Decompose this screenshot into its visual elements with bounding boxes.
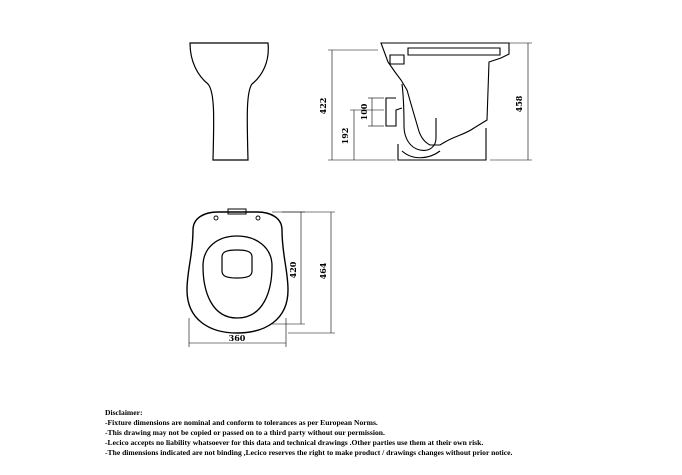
dim-total-height: 458 <box>514 95 524 113</box>
dim-bowl-width: 360 <box>228 333 246 343</box>
front-view <box>190 43 268 160</box>
disclaimer-heading: Disclaimer: <box>105 408 143 417</box>
disclaimer-line: -The dimensions indicated are not binding ,Lecico reserves the right to make product / drawings changes without prior notice. <box>105 447 513 457</box>
disclaimer-line: -Lecico accepts no liability whatsoever for this data and technical drawings .Other parties use them at their own risk. <box>105 437 484 447</box>
disclaimer-line: -Fixture dimensions are nominal and conform to tolerances as per European Norms. <box>105 417 378 427</box>
dim-outlet-height: 192 <box>340 127 350 145</box>
plan-view <box>187 209 288 333</box>
disclaimer-block <box>105 408 675 458</box>
dimension-lines <box>189 43 532 347</box>
dim-bowl-length-total: 464 <box>318 262 328 280</box>
dim-overall-height: 422 <box>318 97 328 115</box>
disclaimer-line: -This drawing may not be copied or passed on to a third party without our permission. <box>105 427 385 437</box>
dim-bowl-length-inner: 420 <box>288 261 298 279</box>
side-view <box>381 43 509 160</box>
dim-outlet-diameter: 100 <box>359 103 369 121</box>
